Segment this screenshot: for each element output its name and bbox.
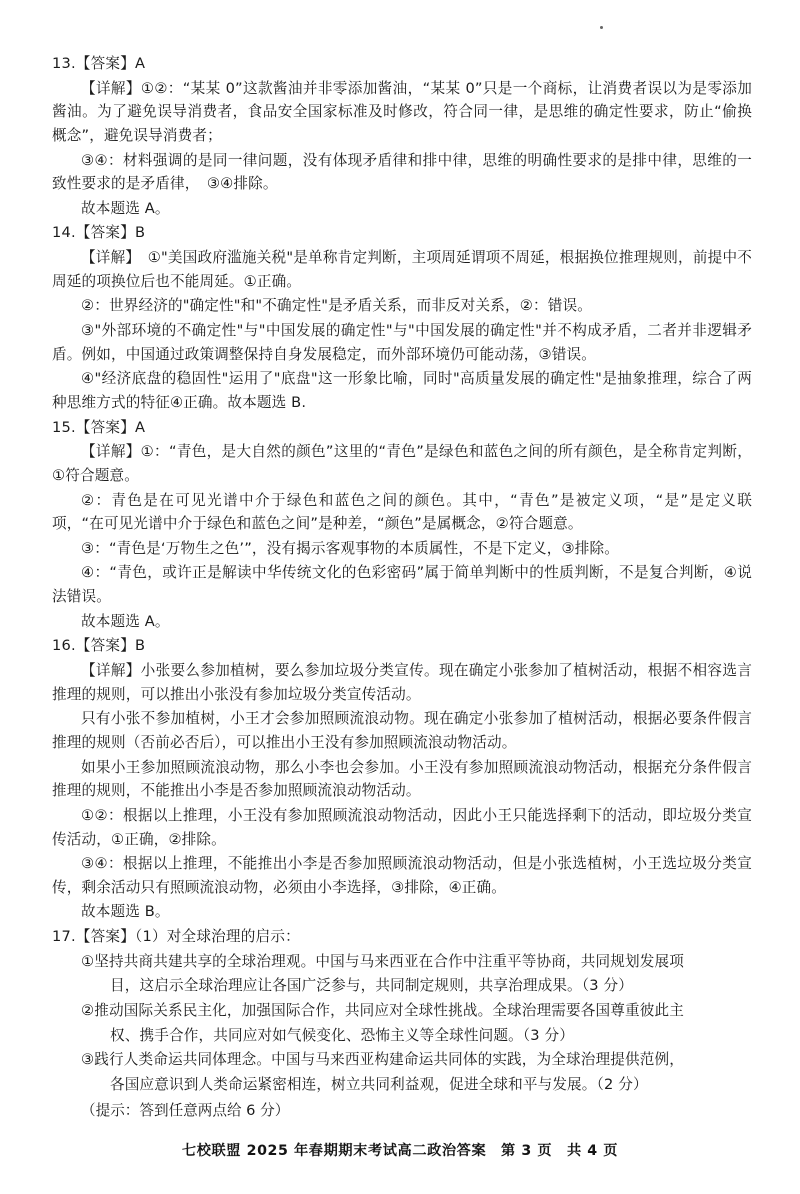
- question-conclusion: 故本题选 A。: [81, 199, 170, 217]
- page-footer: 七校联盟 2025 年春期期末考试高二政治答案 第 3 页 共 4 页: [181, 1143, 619, 1159]
- question-block-13: [52, 52, 752, 220]
- question-paragraph: ③：“青色是‘万物生之色’”，没有揭示客观事物的本质属性，不是下定义，③排除。: [81, 539, 620, 557]
- question-heading: 16.【答案】B: [52, 637, 146, 655]
- answer-point: ①坚持共商共建共享的全球治理观。中国与马来西亚在合作中注重平等协商，共同规划发展项: [81, 952, 684, 970]
- question-paragraph: ②：青色是在可见光谱中介于绿色和蓝色之间的颜色。其中，“青色”是被定义项，“是”是定义联项，“在可见光谱中介于绿色和蓝色之间”是种差，“颜色”是属概念，②符合题意。: [52, 491, 752, 533]
- question-heading: 14.【答案】B: [52, 224, 146, 242]
- question-paragraph: ④"经济底盘的稳固性"运用了"底盘"这一形象比喻，同时"高质量发展的确定性"是抽象推理，综合了两种思维方式的特征④正确。故本题选 B.: [52, 370, 752, 411]
- question-heading: 15.【答案】A: [52, 418, 146, 436]
- question-paragraph: ②：世界经济的"确定性"和"不确定性"是矛盾关系，而非反对关系，②：错误。: [81, 297, 592, 315]
- question-block-16: [52, 634, 752, 924]
- question-paragraph: 【详解】①：“青色，是大自然的颜色”这里的“青色”是绿色和蓝色之间的所有颜色，是全称肯定判断，①符合题意。: [52, 443, 752, 484]
- question-paragraph: 【详解】 ①"美国政府滥施关税"是单称肯定判断，主项周延谓项不周延，根据换位推理规则，前提中不周延的项换位后也不能周延。①正确。: [52, 249, 752, 290]
- answer-point: ②推动国际关系民主化，加强国际合作，共同应对全球性挑战。全球治理需要各国尊重彼此主: [81, 1001, 684, 1019]
- answer-point-continued: 目，这启示全球治理应让各国广泛参与，共同制定规则，共享治理成果。（3 分）: [110, 977, 633, 995]
- question-paragraph: ③"外部环境的不确定性"与"中国发展的确定性"与"中国发展的确定性"并不构成矛盾，二者并非逻辑矛盾。例如，中国通过政策调整保持自身发展稳定，而外部环境仍可能动荡，③错误。: [52, 322, 752, 363]
- question-heading: 17.【答案】（1）对全球治理的启示：: [52, 928, 300, 946]
- question-paragraph: 【详解】①②：“某某 0”这款酱油并非零添加酱油，“某某 0”只是一个商标，让消费者误以为是零添加酱油。为了避免误导消费者，食品安全国家标准及时修改，符合同一律，是思维的确定性要求，防止“偷换概念”，避免误导消费者；: [52, 79, 752, 144]
- question-block-14: [52, 221, 752, 414]
- question-block-17: [52, 925, 752, 1122]
- question-conclusion: 故本题选 B。: [81, 903, 170, 921]
- question-heading: 13.【答案】A: [52, 55, 146, 72]
- answer-point-continued: 权、携手合作，共同应对如气候变化、恐怖主义等全球性问题。（3 分）: [110, 1026, 574, 1044]
- answer-point-continued: 各国应意识到人类命运紧密相连，树立共同利益观，促进全球和平与发展。（2 分）: [110, 1075, 648, 1093]
- question-paragraph: ③④：根据以上推理，不能推出小李是否参加照顾流浪动物活动，但是小张选植树，小王选垃圾分类宣传，剩余活动只有照顾流浪动物，必须由小李选择，③排除，④正确。: [52, 855, 752, 896]
- page-content: [52, 52, 752, 1123]
- question-paragraph: ④：“青色，或许正是解读中华传统文化的色彩密码”属于简单判断中的性质判断，不是复合判断，④说法错误。: [52, 564, 752, 606]
- scoring-hint: （提示：答到任意两点给 6 分）: [81, 1101, 290, 1119]
- question-paragraph: 如果小王参加照顾流浪动物，那么小李也会参加。小王没有参加照顾流浪动物活动，根据充分条件假言推理的规则，不能推出小李是否参加照顾流浪动物活动。: [52, 758, 752, 800]
- question-paragraph: 【详解】小张要么参加植树，要么参加垃圾分类宣传。现在确定小张参加了植树活动，根据不相容选言推理的规则，可以推出小张没有参加垃圾分类宣传活动。: [52, 662, 752, 703]
- question-conclusion: 故本题选 A。: [81, 612, 170, 630]
- question-block-15: [52, 416, 752, 634]
- answer-point: ③践行人类命运共同体理念。中国与马来西亚构建命运共同体的实践，为全球治理提供范例，: [81, 1051, 684, 1069]
- question-paragraph: ①②：根据以上推理，小王没有参加照顾流浪动物活动，因此小王只能选择剩下的活动，即垃圾分类宣传活动，①正确，②排除。: [52, 806, 752, 848]
- question-paragraph: 只有小张不参加植树，小王才会参加照顾流浪动物。现在确定小张参加了植树活动，根据必要条件假言推理的规则（否前必否后），可以推出小王没有参加照顾流浪动物活动。: [52, 710, 752, 751]
- question-paragraph: ③④：材料强调的是同一律问题，没有体现矛盾律和排中律，思维的明确性要求的是排中律，思维的一致性要求的是矛盾律， ③④排除。: [52, 151, 752, 193]
- page-corner-mark: [600, 26, 603, 29]
